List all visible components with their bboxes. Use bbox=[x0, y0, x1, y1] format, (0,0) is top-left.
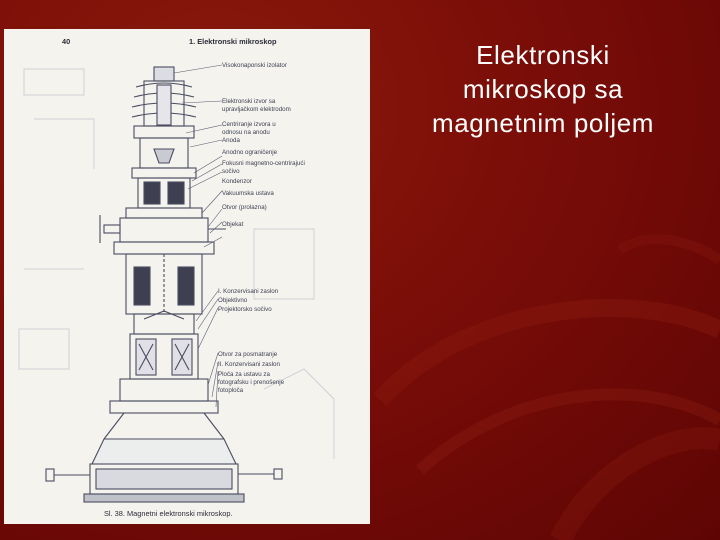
label-vacuum-valve: Vakuumska ustava bbox=[222, 190, 274, 197]
figure-caption: Sl. 38. Magnetni elektronski mikroskop. bbox=[104, 509, 233, 518]
label-relative-to-anode: odnosu na anodu bbox=[222, 129, 270, 136]
label-viewing-window: Otvor za posmatranje bbox=[218, 351, 278, 358]
label-anode-limit: Anodno ograničenje bbox=[222, 149, 278, 156]
label-photo-transfer: fotografsku i prenošenje bbox=[218, 379, 285, 386]
label-source-centering: Centriranje izvora u bbox=[222, 121, 276, 128]
label-plate-valve: Ploča za ustavu za bbox=[218, 371, 270, 378]
label-lens: sočivo bbox=[222, 168, 240, 175]
label-first-screen: I. Konzervisani zaslon bbox=[218, 288, 279, 295]
microscope-diagram-figure bbox=[4, 29, 370, 524]
label-hv-insulator: Visokonaponski izolator bbox=[222, 62, 287, 69]
label-aperture: Otvor (prolazna) bbox=[222, 204, 267, 211]
label-electron-source: Elektronski izvor sa bbox=[222, 98, 276, 105]
label-photoplate: fotoploča bbox=[218, 387, 244, 394]
label-second-screen: II. Konzervisani zaslon bbox=[218, 361, 280, 368]
label-object: Objekat bbox=[222, 221, 244, 228]
label-projector-lens: Projektorsko sočivo bbox=[218, 306, 272, 313]
label-control-electrode: upravljačkom elektrodom bbox=[222, 106, 291, 113]
figure-header: 1. Elektronski mikroskop bbox=[189, 37, 277, 46]
microscope-diagram bbox=[4, 29, 370, 524]
label-anode: Anoda bbox=[222, 137, 240, 144]
page-number: 40 bbox=[62, 37, 71, 46]
label-condenser: Kondenzor bbox=[222, 178, 252, 185]
label-objective: Objektivno bbox=[218, 297, 248, 304]
slide-title: Elektronski mikroskop sa magnetnim poljem bbox=[431, 40, 655, 138]
label-focusing-lens: Fokusni magnetno-centrirajući bbox=[222, 160, 305, 167]
